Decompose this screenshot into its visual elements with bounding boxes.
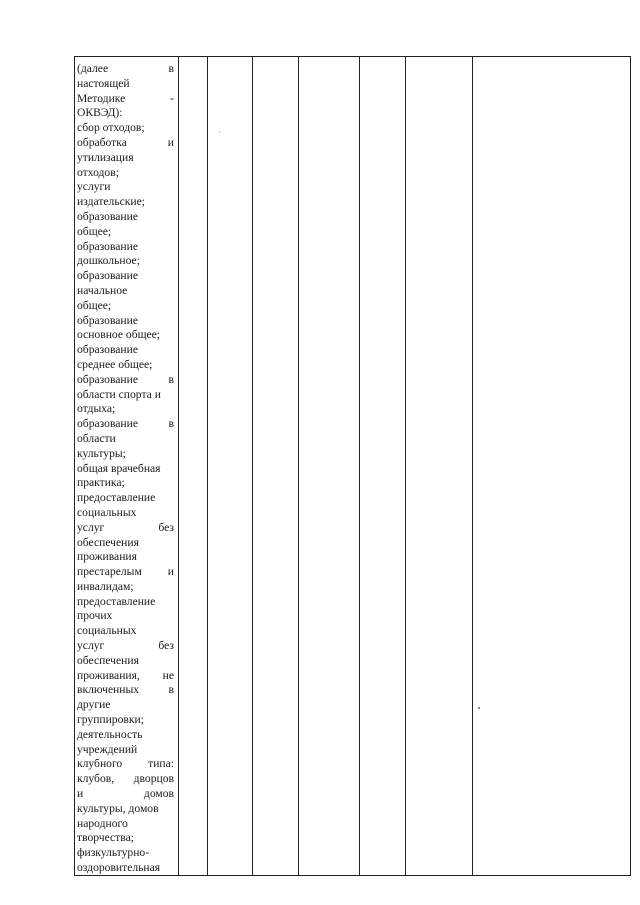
text-line: и домов [77, 787, 174, 801]
text-line: ОКВЭД): [77, 106, 123, 120]
text-line: прочих [77, 609, 113, 623]
text-line: начальное [77, 283, 128, 297]
column-divider [405, 57, 406, 875]
text-line: проживания, не [77, 668, 174, 682]
text-line: престарелым и [77, 565, 174, 579]
text-line: области [77, 431, 116, 445]
text-line: образование [77, 313, 138, 327]
text-line: образование [77, 343, 138, 357]
text-line: утилизация [77, 150, 134, 164]
text-line: (далее в [77, 62, 174, 75]
text-line: обеспечения [77, 653, 139, 667]
text-line: практика; [77, 476, 125, 490]
text-line: образование [77, 269, 138, 283]
first-column-cell [75, 62, 176, 876]
text-line: образование [77, 239, 138, 253]
text-line: отходов; [77, 165, 119, 179]
text-line: творчества; [77, 831, 134, 845]
table-fragment [74, 56, 631, 876]
text-line: социальных [77, 624, 137, 638]
text-line: общая врачебная [77, 461, 161, 475]
scan-speck [219, 132, 220, 133]
text-line: издательские; [77, 195, 145, 209]
text-line: Методике - [77, 91, 174, 105]
text-line: народного [77, 816, 128, 830]
text-line: физкультурно- [77, 846, 150, 860]
text-line: сбор отходов; [77, 121, 145, 135]
text-line: культуры, домов [77, 801, 159, 815]
text-line: образование в [77, 372, 174, 386]
text-line: услуг без [77, 520, 174, 534]
text-line: предоставление [77, 594, 156, 608]
text-line: отдыха; [77, 402, 116, 416]
text-line: клубного типа: [77, 757, 174, 771]
text-line: оздоровительная [77, 861, 161, 875]
text-line: группировки; [77, 713, 144, 727]
text-line: общее; [77, 298, 112, 312]
text-line: обработка и [77, 135, 174, 149]
text-line: основное общее; [77, 328, 161, 342]
column-divider [178, 57, 179, 875]
text-line: предоставление [77, 491, 156, 505]
text-line: общее; [77, 224, 112, 238]
text-line: среднее общее; [77, 357, 153, 371]
text-line: другие [77, 698, 111, 712]
text-line: услуги [77, 180, 111, 194]
text-line: области спорта и [77, 387, 161, 401]
column-divider [207, 57, 208, 875]
column-divider [252, 57, 253, 875]
text-line: образование [77, 209, 138, 223]
text-line: обеспечения [77, 535, 139, 549]
text-line: образование в [77, 417, 174, 431]
text-line: клубов, дворцов [77, 772, 174, 786]
text-line: культуры; [77, 446, 126, 460]
text-line: деятельность [77, 727, 143, 741]
text-line: проживания [77, 550, 137, 564]
text-line: социальных [77, 505, 137, 519]
text-line: включенных в [77, 683, 174, 697]
text-line: услуг без [77, 639, 174, 653]
column-divider [472, 57, 473, 875]
text-line: инвалидам; [77, 579, 134, 593]
text-line: дошкольное; [77, 254, 140, 268]
column-divider [359, 57, 360, 875]
text-line: настоящей [77, 76, 130, 90]
text-line: учреждений [77, 742, 138, 756]
column-divider [298, 57, 299, 875]
scan-speck [478, 707, 480, 709]
